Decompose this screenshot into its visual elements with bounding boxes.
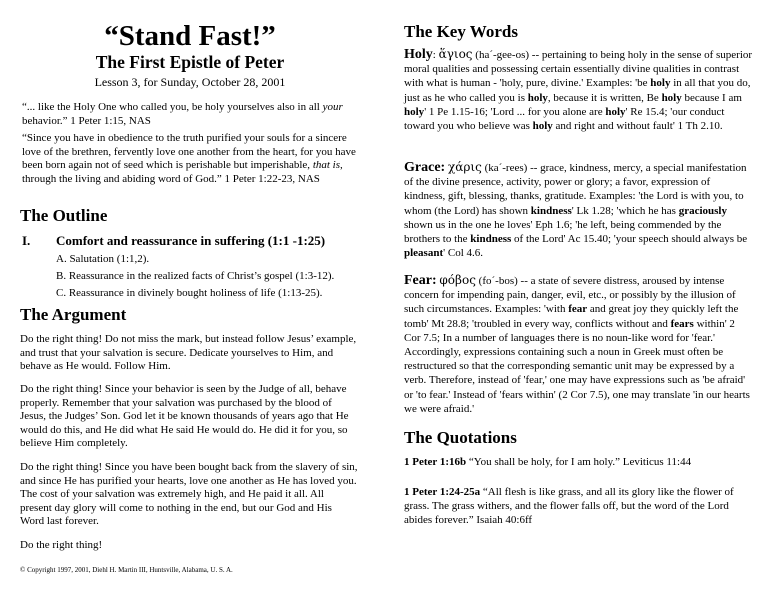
outline-subitem: A. Salutation (1:1,2). — [56, 253, 150, 265]
highlighted-word: holy — [661, 91, 682, 104]
keyword-fear — [404, 273, 754, 416]
greek-word: χάρις — [447, 160, 482, 174]
definition-text: ' Lk 1.28; 'which he has — [571, 204, 679, 217]
definition-text: ' Re 15.4; 'our conduct toward you who believe was — [404, 105, 725, 133]
keyword-grace — [404, 160, 754, 260]
quotation-text: “All flesh is like grass, and all its glory like the flower of grass. The grass withers, and the flower falls off, but the word of the Lord abides forever.” Isaiah 40:6ff — [404, 486, 734, 526]
definition-text: , because it is written, Be — [547, 91, 662, 104]
keyword-term: Fear: — [404, 273, 437, 288]
opening-quote — [22, 100, 358, 128]
argument-heading: The Argument — [20, 305, 127, 324]
pronunciation: (ha´-gee-os) — [475, 49, 530, 61]
highlighted-word: holy — [532, 120, 553, 133]
quote1-text: “... like the Holy One who called you, be holy yourselves also in all — [22, 101, 323, 113]
quotation-item — [404, 485, 754, 527]
definition-text: shown us in the one he loves' Eph 1.6; 'he left, being commended by the brothers to the — [404, 218, 722, 246]
definition-text: ' Col 4.6. — [443, 247, 483, 260]
page-subtitle: The First Epistle of Peter — [95, 52, 285, 72]
greek-word: ἅγιος — [438, 47, 473, 61]
highlighted-word: holy — [404, 105, 425, 118]
outline-item-number: I. — [22, 233, 31, 248]
keyword-holy: Holy: ἅγιος (ha´-gee-os) -- pertaining to being holy in the sense of superior moral qualities and possessing certain essentially divine qualities in contrast with what is human - 'holy, pure, divine.' Examples: 'be holy in all that you do, just as he who called you is holy, because it is written, Be holy because I am holy' 1 Pe 1.15-16; 'Lord ... for you alone are holy' Re 15.4; 'our conduct toward you who believe was holy and right and without fault' 1 Th 2.10. — [404, 47, 753, 133]
argument-paragraph: Do the right thing! — [20, 539, 103, 551]
definition-text: because I am — [681, 91, 742, 104]
quotation-text: “You shall be holy, for I am holy.” Leviticus 11:44 — [466, 456, 692, 468]
definition-text: of the Lord' Ac 15.40; 'your speech should always be — [511, 233, 748, 246]
quote1-ref: behavior.” 1 Peter 1:15, NAS — [22, 115, 151, 127]
definition-text: in all that you do, just as he who called you is — [404, 77, 751, 104]
outline-subitem: C. Reassurance in divinely bought holiness of life (1:13-25). — [56, 287, 323, 299]
outline-subitem: B. Reassurance in the realized facts of Christ’s gospel (1:3-12). — [56, 270, 335, 282]
outline-item-text: Comfort and reassurance in suffering (1:1 -1:25) — [56, 233, 326, 248]
highlighted-word: holy — [527, 91, 548, 104]
definition-text: ' 1 Pe 1.15-16; 'Lord ... for you alone are — [424, 105, 606, 118]
second-quote — [22, 132, 358, 186]
argument-paragraph: Do the right thing! Since your behavior is seen by the Judge of all, behave properly. Remember that your salvation was purchased by the blood of Jesus, the Judges’ Son. God let it be known thousands of years ago that He would do this, and He did what He said He would do. He did it for you, so believe Him completely. — [20, 383, 349, 449]
definition-text: and right and without fault' 1 Th 2.10. — [552, 120, 723, 133]
quotations-heading: The Quotations — [404, 428, 517, 447]
definition-text: and great joy they quickly left the tomb' Mt 28.8; 'troubled in every way, conflicts without and — [404, 303, 739, 330]
pronunciation: (fo´-bos) — [478, 275, 518, 287]
quotation-ref: 1 Peter 1:16b — [404, 456, 467, 468]
pronunciation: (ka´-rees) — [484, 162, 528, 174]
keyword-term: Grace: — [404, 160, 446, 175]
quote2-emphasis: that is, — [312, 159, 343, 172]
quotation-ref: 1 Peter 1:24-25a — [404, 486, 481, 498]
highlighted-word: fear — [568, 303, 588, 316]
highlighted-word: holy — [605, 105, 626, 118]
quotation-item — [404, 455, 754, 469]
key-words-heading: The Key Words — [404, 22, 518, 41]
lesson-line: Lesson 3, for Sunday, October 28, 2001 — [94, 75, 286, 89]
argument-paragraph: Do the right thing! Since you have been bought back from the slavery of sin, and since He has purified your hearts, love one another as He has loved you. The cost of your salvation was extremely high, and He paid it all. All present day glory will come to nothing in the end, but our God and His Word last forever. — [20, 461, 358, 527]
highlighted-word: kindness — [530, 204, 572, 217]
highlighted-word: holy — [650, 77, 671, 90]
quote2-text: “Since you have in obedience to the truth purified your souls for a sincere love of the brethren, fervently love one another from the heart, for you have been born again not of seed which is perishable but imperishable, — [22, 132, 356, 172]
keyword-term: Holy — [404, 47, 433, 62]
argument-paragraph: Do the right thing! Do not miss the mark, but instead follow Jesus’ example, and trust that your salvation is secure. Dedicate yourselves to Him, and behave as He would. Follow Him. — [20, 333, 357, 372]
highlighted-word: fears — [670, 317, 694, 330]
highlighted-word: pleasant — [404, 247, 444, 260]
definition-text: -- a state of severe distress, aroused by intense concern for impending pain, danger, evil, etc., or possibly by the illusion of such circumstances. Examples: 'with — [404, 275, 736, 316]
copyright-notice: © Copyright 1997, 2001, Diehl H. Martin III, Huntsville, Alabama, U. S. A. — [20, 566, 233, 574]
definition-text: -- pertaining to being holy in the sense of superior moral qualities and possessing certain essentially divine qualities in contrast with what is human - 'holy, pure, divine.' Examples: 'be — [404, 49, 753, 90]
greek-word: φόβος — [439, 273, 476, 287]
quote2-ref: through the living and abiding word of God.” 1 Peter 1:22-23, NAS — [22, 172, 320, 185]
highlighted-word: graciously — [678, 204, 727, 217]
definition-text: within' 2 Cor 7.5; In a number of languages there is no noun-like word for 'fear.' Accordingly, expressions containing such a noun in Greek must often be restructured so that the corresponding semantic unit may be expressed by a verb. Therefore, instead of 'fear,' one may have expressions such as 'be afraid' or 'to fear.' Instead of 'fears within' (2 Cor 7.5), one may translate 'in our hearts we were afraid.' — [404, 317, 750, 415]
outline-heading: The Outline — [20, 206, 108, 225]
definition-text: -- grace, kindness, mercy, a special manifestation of the divine presence, activity, power or glory; a favor, expression of kindness, gift, blessing, thanks, gratitude. Examples: 'the Lord is with you, to whom (the Lord) has shown — [404, 162, 747, 217]
page-title: “Stand Fast!” — [104, 20, 276, 52]
quote1-emphasis: your — [322, 101, 343, 113]
highlighted-word: kindness — [470, 233, 512, 246]
